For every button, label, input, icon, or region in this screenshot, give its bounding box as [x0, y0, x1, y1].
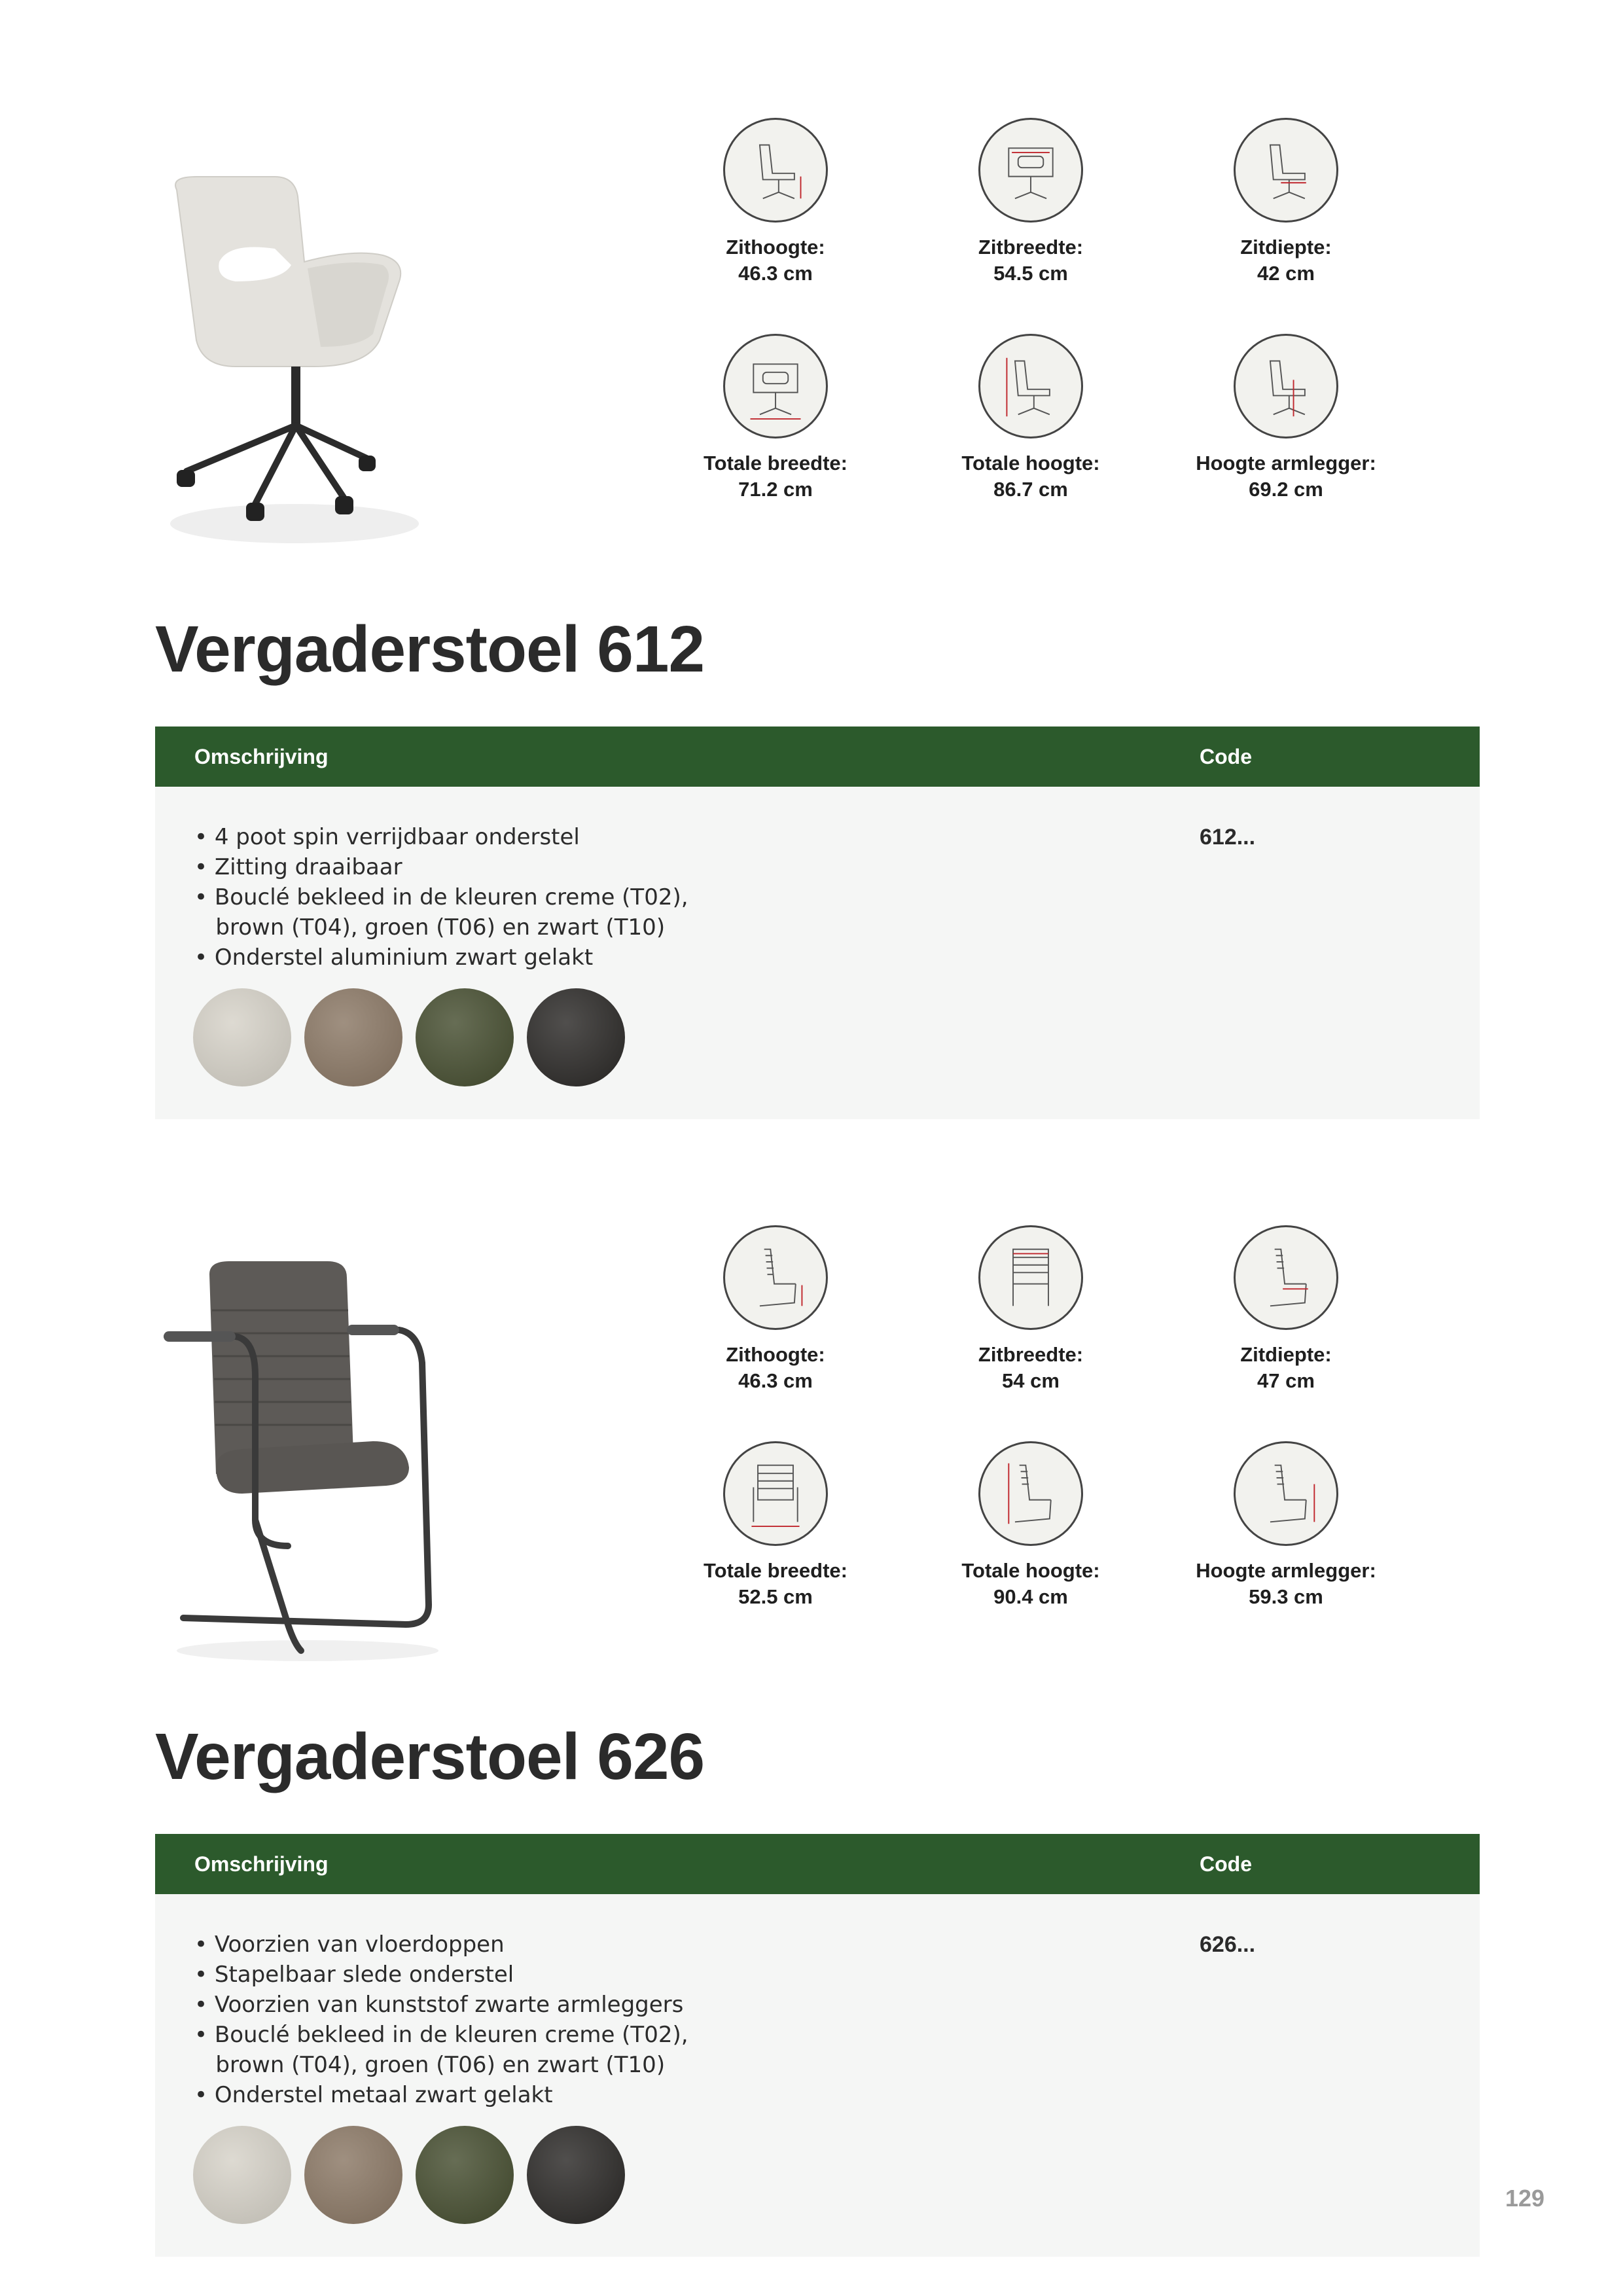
seat-height-icon — [723, 1225, 828, 1330]
dimension-label: Hoogte armlegger: — [1196, 1559, 1376, 1582]
list-item: • Onderstel aluminium zwart gelakt — [194, 944, 594, 971]
list-item: • 4 poot spin verrijdbaar onderstel — [194, 824, 580, 850]
dimension-label: Zithoogte: — [726, 1343, 825, 1366]
list-item: brown (T04), groen (T06) en zwart (T10) — [194, 2052, 666, 2078]
dimension-label: Totale breedte: — [704, 452, 847, 475]
total-height-icon — [978, 1441, 1083, 1546]
column-description-header: Omschrijving — [194, 1852, 329, 1876]
dimension-seat-height — [648, 118, 903, 287]
total-width-icon — [723, 1441, 828, 1546]
column-code-header: Code — [1200, 1852, 1252, 1876]
dimension-total-height — [903, 334, 1158, 503]
list-item: • Onderstel metaal zwart gelakt — [194, 2082, 553, 2108]
swatch-zwart — [527, 2126, 625, 2224]
list-item: • Bouclé bekleed in de kleuren creme (T02), — [194, 884, 688, 910]
dimension-value: 47 cm — [1257, 1369, 1315, 1392]
list-item: • Voorzien van kunststof zwarte armleggers — [194, 1992, 684, 2018]
column-description-header: Omschrijving — [194, 745, 329, 768]
seat-depth-icon — [1234, 118, 1338, 223]
dimension-label: Zithoogte: — [726, 236, 825, 259]
list-item: • Stapelbaar slede onderstel — [194, 1962, 514, 1988]
dimension-value: 86.7 cm — [993, 478, 1068, 501]
product-code: 612... — [1200, 825, 1256, 850]
swatch-groen — [416, 2126, 514, 2224]
product-title: Vergaderstoel 612 — [155, 613, 705, 686]
dimension-value: 69.2 cm — [1249, 478, 1323, 501]
list-item: • Zitting draaibaar — [194, 854, 402, 880]
swatch-zwart — [527, 988, 625, 1086]
dimension-label: Zitdiepte: — [1240, 236, 1332, 259]
dimension-value: 54.5 cm — [993, 262, 1068, 285]
description-list — [194, 1929, 688, 2110]
dimension-armrest-height — [1158, 334, 1414, 503]
dimension-armrest-height — [1158, 1441, 1414, 1610]
swatch-brown — [304, 988, 402, 1086]
dimension-label: Totale hoogte: — [961, 1559, 1100, 1582]
seat-width-icon — [978, 118, 1083, 223]
dimension-total-height — [903, 1441, 1158, 1610]
dimension-label: Zitdiepte: — [1240, 1343, 1332, 1366]
dimension-label: Totale breedte: — [704, 1559, 847, 1582]
dimension-seat-width — [903, 1225, 1158, 1394]
chair-612-photo — [157, 151, 458, 556]
dimension-seat-depth — [1158, 118, 1414, 287]
dimension-value: 46.3 cm — [738, 1369, 813, 1392]
swatch-creme — [193, 2126, 291, 2224]
chair-626-photo — [157, 1258, 458, 1664]
dimension-label: Totale hoogte: — [961, 452, 1100, 475]
product-title: Vergaderstoel 626 — [155, 1720, 705, 1793]
dimensions-grid — [648, 1225, 1414, 1618]
seat-height-icon — [723, 118, 828, 223]
total-width-icon — [723, 334, 828, 439]
list-item: brown (T04), groen (T06) en zwart (T10) — [194, 914, 666, 941]
dimension-label: Zitbreedte: — [978, 236, 1084, 259]
table-header — [155, 726, 1480, 787]
dimension-seat-width — [903, 118, 1158, 287]
table-header — [155, 1834, 1480, 1894]
dimension-value: 54 cm — [1002, 1369, 1060, 1392]
dimension-total-width — [648, 1441, 903, 1610]
dimension-value: 46.3 cm — [738, 262, 813, 285]
armrest-height-icon — [1234, 1441, 1338, 1546]
dimension-seat-depth — [1158, 1225, 1414, 1394]
description-list — [194, 822, 688, 973]
list-item: • Voorzien van vloerdoppen — [194, 1931, 505, 1958]
swatch-creme — [193, 988, 291, 1086]
dimension-seat-height — [648, 1225, 903, 1394]
swatch-groen — [416, 988, 514, 1086]
table-body — [155, 787, 1480, 1119]
dimension-value: 59.3 cm — [1249, 1585, 1323, 1608]
dimension-total-width — [648, 334, 903, 503]
column-code-header: Code — [1200, 745, 1252, 768]
total-height-icon — [978, 334, 1083, 439]
seat-width-icon — [978, 1225, 1083, 1330]
list-item: • Bouclé bekleed in de kleuren creme (T02), — [194, 2022, 688, 2048]
dimension-label: Zitbreedte: — [978, 1343, 1084, 1366]
dimensions-grid — [648, 118, 1414, 511]
seat-depth-icon — [1234, 1225, 1338, 1330]
dimension-value: 52.5 cm — [738, 1585, 813, 1608]
armrest-height-icon — [1234, 334, 1338, 439]
dimension-value: 71.2 cm — [738, 478, 813, 501]
page-number: 129 — [1505, 2185, 1545, 2212]
product-code: 626... — [1200, 1932, 1256, 1957]
dimension-value: 42 cm — [1257, 262, 1315, 285]
table-body — [155, 1894, 1480, 2257]
dimension-label: Hoogte armlegger: — [1196, 452, 1376, 475]
swatch-brown — [304, 2126, 402, 2224]
dimension-value: 90.4 cm — [993, 1585, 1068, 1608]
